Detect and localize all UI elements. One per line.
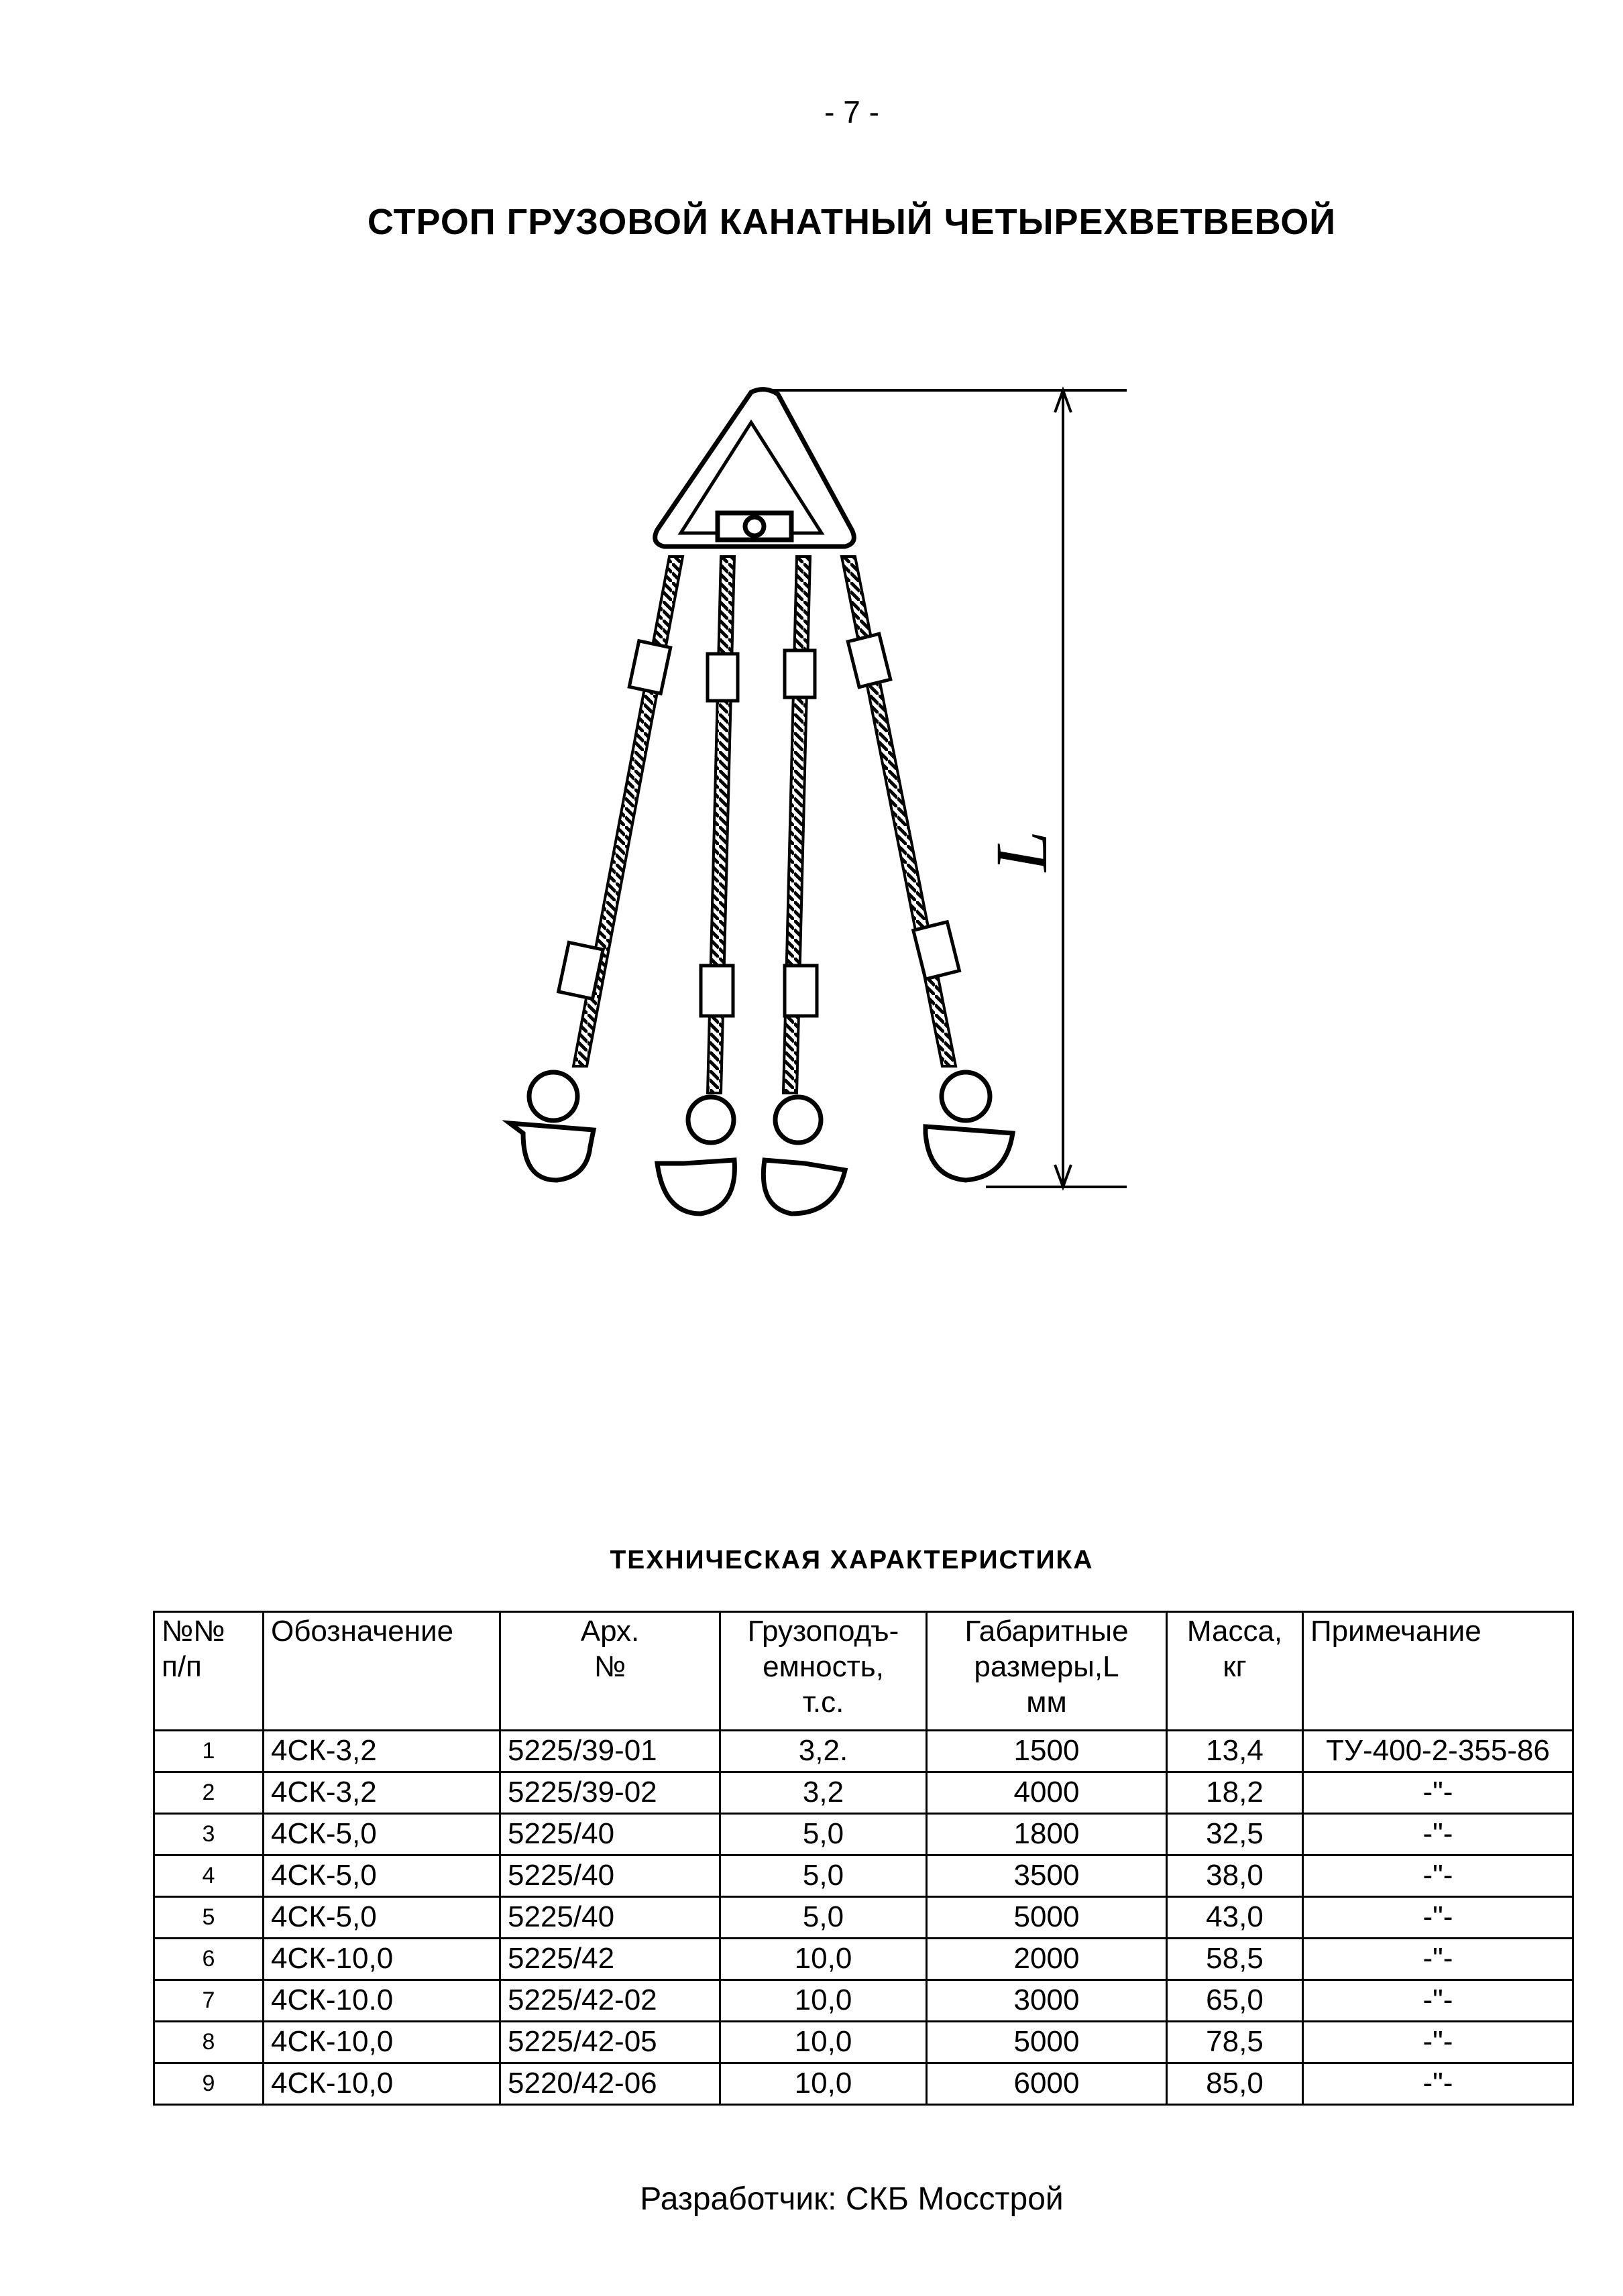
row-num: 1: [154, 1731, 264, 1772]
row-length: 5000: [927, 2022, 1167, 2063]
row-designation: 4СК-5,0: [264, 1814, 500, 1855]
spec-table: [153, 1611, 1574, 2106]
row-length: 3000: [927, 1980, 1167, 2022]
row-arch: 5225/42: [500, 1939, 720, 1980]
page-number: - 7 -: [824, 95, 879, 129]
row-num: 3: [154, 1814, 264, 1855]
row-capacity: 3,2.: [720, 1731, 927, 1772]
row-length: 2000: [927, 1939, 1167, 1980]
row-capacity: 10,0: [720, 1939, 927, 1980]
header-dimensions: Габаритные размеры,L мм: [927, 1612, 1167, 1731]
row-note: -"-: [1303, 2063, 1573, 2105]
row-mass: 13,4: [1167, 1731, 1303, 1772]
table-header-row: [154, 1612, 1573, 1731]
rope-legs: [573, 557, 956, 1093]
row-capacity: 10,0: [720, 2022, 927, 2063]
row-mass: 18,2: [1167, 1772, 1303, 1814]
row-length: 5000: [927, 1897, 1167, 1939]
row-num: 7: [154, 1980, 264, 2022]
row-mass: 43,0: [1167, 1897, 1303, 1939]
header-capacity: Грузоподъ- емность, т.с.: [720, 1612, 927, 1731]
row-num: 5: [154, 1897, 264, 1939]
row-designation: 4СК-3,2: [264, 1772, 500, 1814]
row-length: 6000: [927, 2063, 1167, 2105]
dimension-label: L: [981, 830, 1062, 872]
row-num: 9: [154, 2063, 264, 2105]
row-designation: 4СК-5,0: [264, 1855, 500, 1897]
row-num: 6: [154, 1939, 264, 1980]
table-row: [154, 2022, 1573, 2063]
row-mass: 38,0: [1167, 1855, 1303, 1897]
row-note: -"-: [1303, 1814, 1573, 1855]
row-mass: 85,0: [1167, 2063, 1303, 2105]
row-arch: 5225/42-02: [500, 1980, 720, 2022]
row-mass: 32,5: [1167, 1814, 1303, 1855]
table-row: [154, 1855, 1573, 1897]
header-note: Примечание: [1303, 1612, 1573, 1731]
row-capacity: 10,0: [720, 1980, 927, 2022]
row-arch: 5225/40: [500, 1897, 720, 1939]
row-note: -"-: [1303, 2022, 1573, 2063]
table-row: [154, 1980, 1573, 2022]
row-length: 4000: [927, 1772, 1167, 1814]
table-row: [154, 1814, 1573, 1855]
footer-developer: Разработчик: СКБ Мосстрой: [640, 2181, 1064, 2217]
row-designation: 4СК-10,0: [264, 1939, 500, 1980]
row-arch: 5225/39-01: [500, 1731, 720, 1772]
row-designation: 4СК-3,2: [264, 1731, 500, 1772]
row-num: 4: [154, 1855, 264, 1897]
row-note: -"-: [1303, 1772, 1573, 1814]
row-designation: 4СК-10.0: [264, 1980, 500, 2022]
table-row: [154, 1939, 1573, 1980]
row-arch: 5225/40: [500, 1855, 720, 1897]
row-mass: 78,5: [1167, 2022, 1303, 2063]
row-length: 1500: [927, 1731, 1167, 1772]
row-num: 8: [154, 2022, 264, 2063]
header-arch: Арх. №: [500, 1612, 720, 1731]
row-note: -"-: [1303, 1855, 1573, 1897]
row-designation: 4СК-5,0: [264, 1897, 500, 1939]
table-row: [154, 1772, 1573, 1814]
row-capacity: 5,0: [720, 1855, 927, 1897]
header-num: №№ п/п: [154, 1612, 264, 1731]
row-note: -"-: [1303, 1939, 1573, 1980]
sling-drawing: [456, 376, 1154, 1247]
row-num: 2: [154, 1772, 264, 1814]
header-designation: Обозначение: [264, 1612, 500, 1731]
row-length: 3500: [927, 1855, 1167, 1897]
row-arch: 5225/39-02: [500, 1772, 720, 1814]
master-link: [655, 390, 854, 547]
row-arch: 5225/42-05: [500, 2022, 720, 2063]
hooks: [510, 1072, 1013, 1214]
document-title: СТРОП ГРУЗОВОЙ КАНАТНЫЙ ЧЕТЫРЕХВЕТВЕВОЙ: [367, 202, 1337, 242]
table-row: [154, 1897, 1573, 1939]
row-capacity: 5,0: [720, 1897, 927, 1939]
row-designation: 4СК-10,0: [264, 2022, 500, 2063]
row-mass: 58,5: [1167, 1939, 1303, 1980]
table-title: ТЕХНИЧЕСКАЯ ХАРАКТЕРИСТИКА: [610, 1546, 1094, 1574]
header-mass: Масса, кг: [1167, 1612, 1303, 1731]
row-length: 1800: [927, 1814, 1167, 1855]
row-capacity: 3,2: [720, 1772, 927, 1814]
row-note: -"-: [1303, 1980, 1573, 2022]
table-row: [154, 2063, 1573, 2105]
row-note: -"-: [1303, 1897, 1573, 1939]
row-mass: 65,0: [1167, 1980, 1303, 2022]
table-row: [154, 1731, 1573, 1772]
row-note: ТУ-400-2-355-86: [1303, 1731, 1573, 1772]
row-capacity: 5,0: [720, 1814, 927, 1855]
row-designation: 4СК-10,0: [264, 2063, 500, 2105]
row-capacity: 10,0: [720, 2063, 927, 2105]
row-arch: 5225/40: [500, 1814, 720, 1855]
row-arch: 5220/42-06: [500, 2063, 720, 2105]
